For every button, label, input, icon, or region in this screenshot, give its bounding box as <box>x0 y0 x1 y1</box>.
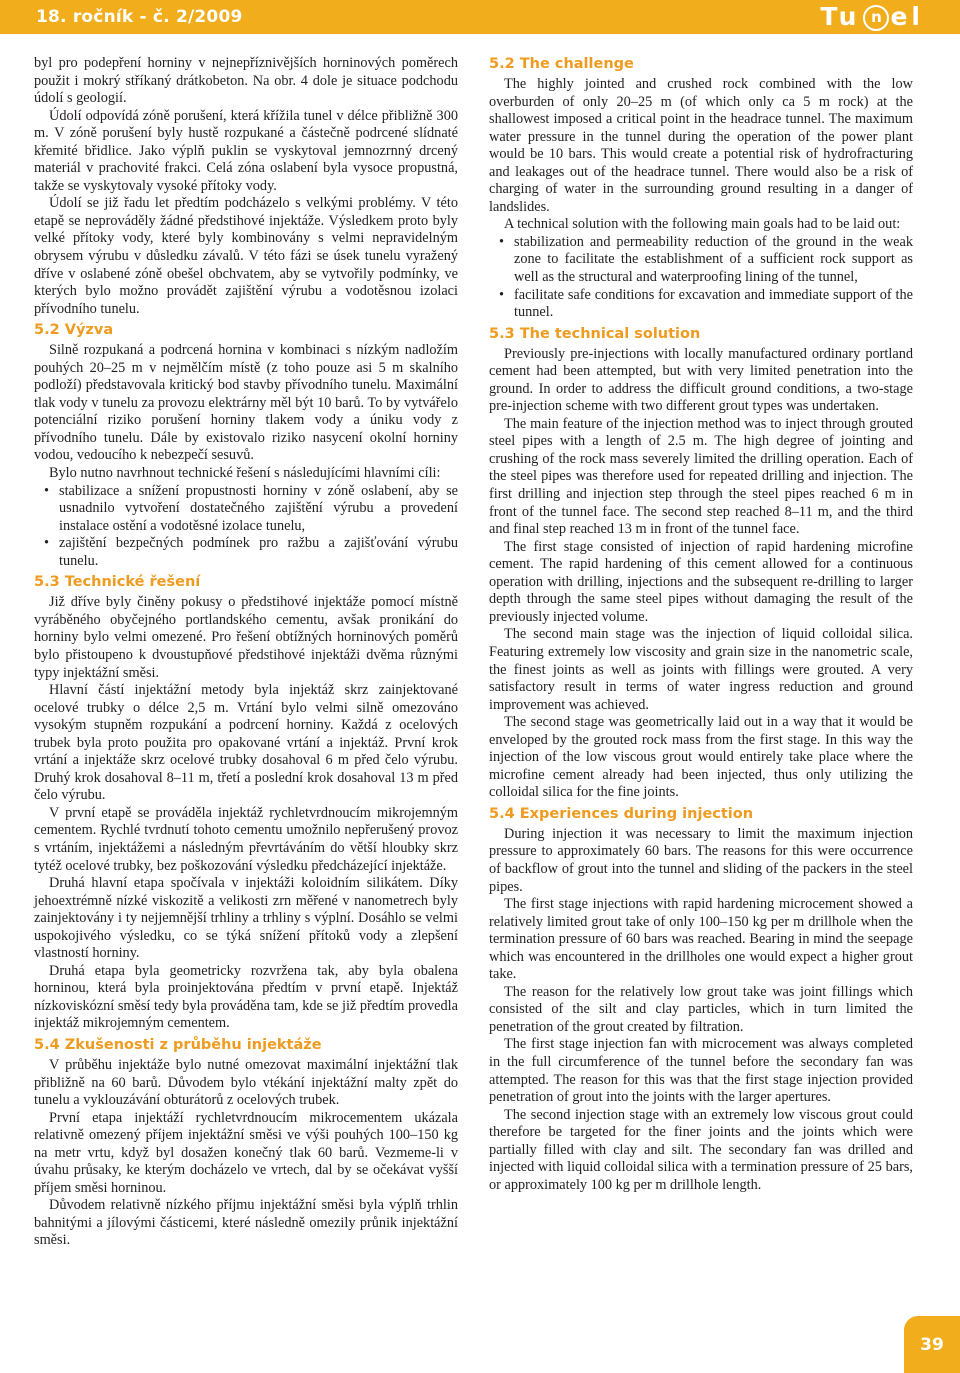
tunel-logo <box>820 2 924 31</box>
paragraph: During injection it was necessary to limit the maximum injection pressure to approximately 60 bars. The reasons for this were occurrence of backflow of grout into the tunnel and sliding of the packers in the steel pipes. <box>489 825 913 895</box>
paragraph: The second stage was geometrically laid out in a way that it would be enveloped by the grouted rock mass from the first stage. In this way the injection of the low viscous grout would entirely take place where the microfine cement already had been injected, thus only utilizing the colloidal silica for the fine joints. <box>489 714 913 801</box>
paragraph: The second main stage was the injection of liquid colloidal silica. Featuring extremely low viscosity and grain size in the nanometric scale, the finest joints as well as joints with fillings were grouted. A very satisfactory result in terms of water ingress reduction and ground improvement was achieved. <box>489 626 913 713</box>
paragraph: The second injection stage with an extremely low viscous grout could therefore be targeted for the finer joints and the joints which were partially filled with clay and silt. The secondary fan was drilled and injected with liquid colloidal silica with a termination pressure of 25 bars, or approximately 100 kg per m drillhole length. <box>489 1106 913 1193</box>
logo-text-right: el <box>890 2 924 31</box>
section-heading-5-3-cz: 5.3 Technické řešení <box>34 574 201 591</box>
paragraph: Hlavní částí injektážní metody byla injektáž skrz zainjektované ocelové trubky o délce 2,5 m. Vrtání bylo velmi silně omezováno vysokým stupněm rozpukání a podrcení horniny. Každá z ocelových trubek byla proto použita pro opakované vrtání a injektáž. První krok vrtání a injektáže skrz ocelové trubky dosahoval 6 m před čelo výrubu. Druhý krok dosahoval 8–11 m, třetí a poslední krok dosahoval 13 m před čelo výrubu. <box>34 682 458 804</box>
header-band <box>0 0 960 34</box>
paragraph: Již dříve byly činěny pokusy o předstihové injektáže pomocí místně vyráběného obyčejného portlandského cementu, avšak pronikání do horniny bylo velmi omezené. Pro řešení obtížných horninových poměrů bylo přistoupeno k dvoustupňové předstihové injektáži dvěma různými typy injektážní směsi. <box>34 594 458 681</box>
paragraph: Údolí se již řadu let předtím podcházelo s velkými problémy. V této etapě se neprováděly žádné předstihové injektáže. Výsledkem proto byly velké přítoky vody, které byly kombinovány s velmi nepravidelným obrysem výrubu v důsledku závalů. V této fázi se úsek tunelu vyražený dříve v oslabené zóně obešel obchvatem, aby se vytvořily podmínky, ve kterých bylo možno provádět zajištění výrubu a vodotěsnou izolaci přívodního tunelu. <box>34 195 458 317</box>
paragraph: První etapa injektáží rychletvrdnoucím mikrocementem ukázala relativně omezený příjem injektážní směsi ve výši pouhých 100–150 kg na metr vrtu, když byl dosažen konečný tlak 60 barů. Vezmeme-li v úvahu průsaky, ke kterým docházelo ve vrtech, dal by se očekávat vyšší příjem směsi horninou. <box>34 1109 458 1196</box>
list-item: • facilitate safe conditions for excavation and immediate support of the tunnel. <box>489 287 913 322</box>
paragraph: V průběhu injektáže bylo nutné omezovat maximální injektážní tlak přibližně na 60 barů. Důvodem bylo vtékání injektážní malty zpět do tunelu a vyklouzávání obturátorů z ocelových trubek. <box>34 1056 458 1109</box>
logo-text-left: Tu <box>820 2 861 31</box>
section-heading-5-4-en: 5.4 Experiences during injection <box>489 805 754 822</box>
paragraph: A technical solution with the following main goals had to be laid out: <box>504 216 901 233</box>
paragraph: Důvodem relativně nízkého příjmu injektážní směsi byla výplň trhlin bahnitými a jílovými částicemi, které následně omezily průnik injektážní směsi. <box>34 1197 458 1249</box>
section-heading-5-4-cz: 5.4 Zkušenosti z průběhu injektáže <box>34 1036 322 1053</box>
paragraph: The first stage consisted of injection of rapid hardening microfine cement. The rapid hardening of this cement allowed for a continuous operation with drilling, injections and the subsequent re-drilling to larger depth through the same steel pipes without damaging the result of the previously injected volume. <box>489 538 913 625</box>
page-number: 39 <box>920 1334 944 1355</box>
section-heading-5-2-cz: 5.2 Výzva <box>34 322 114 339</box>
list-item: • zajištění bezpečných podmínek pro ražbu a zajišťování výrubu tunelu. <box>34 535 458 570</box>
logo-circle-letter: n <box>863 5 889 31</box>
english-column <box>489 55 913 1194</box>
list-item: • stabilizace a snížení propustnosti horniny v zóně oslabení, aby se usnadnilo vytvoření dostatečného zajištění výrubu a provedení instalace ostění a vodotěsné izolace tunelu, <box>34 483 458 536</box>
list-item: • stabilization and permeability reduction of the ground in the weak zone to facilitate the establishment of a sufficient rock support as well as the structural and waterproofing lining of the tunnel, <box>489 234 913 287</box>
paragraph: The main feature of the injection method was to inject through grouted steel pipes with a length of 2.5 m. The high degree of jointing and crushing of the rock mass severely limited the drilling operation. Each of the steel pipes was therefore used for repeated drilling and injection. The first drilling and injection step through the steel pipes reached 6 m in front of the tunnel face. The second step reached 8–11 m, and the third and final step reached 13 m in front of the tunnel face. <box>489 415 913 538</box>
paragraph: byl pro podepření horniny v nejnepříznivějších horninových poměrech použit i mokrý stříkaný drátkobeton. Na obr. 4 dole je situace podchodu údolí s geologií. <box>34 55 458 107</box>
paragraph: Silně rozpukaná a podrcená hornina v kombinaci s nízkým nadložím pouhých 20–25 m v nejmělčím místě (z toho pouze asi 5 m skalního podloží) představovala kritický bod stavby přívodního tunelu. Maximální tlak vody v tunelu za provozu elektrárny měl být 10 barů. To by vytvářelo potenciální riziko porušení horniny tlakem vody a úniku vody z přívodního tunelu. Dále by existovalo riziko nasycení okolní horniny vodou, vedoucího k nebezpečí sesuvů. <box>34 342 458 464</box>
paragraph: The first stage injection fan with microcement was always completed in the full circumference of the tunnel before the secondary fan was attempted. The reason for this was that the first stage injection provided penetration of grout into the joints with the larger apertures. <box>489 1036 913 1106</box>
paragraph: The highly jointed and crushed rock combined with the low overburden of only 20–25 m (of which only ca 5 m rock) at the shallowest imposed a critical point in the headrace tunnel. The maximum water pressure in the tunnel during the operation of the power plant would be 10 bars. This would create a potential risk of hydrofracturing and leakages out of the headrace tunnel. There would also be a risk of charging of water in the surrounding ground resulting in a danger of landslides. <box>489 76 913 215</box>
section-heading-5-3-en: 5.3 The technical solution <box>489 325 701 342</box>
section-heading-5-2-en: 5.2 The challenge <box>489 56 634 72</box>
goals-list-cz <box>34 483 458 571</box>
paragraph: Previously pre-injections with locally manufactured ordinary portland cement had been attempted, but with very limited penetration into the ground. In order to address the difficult ground conditions, a two-stage pre-injection scheme with two different grout types was undertaken. <box>489 345 913 415</box>
paragraph: The first stage injections with rapid hardening microcement showed a relatively limited grout take of only 100–150 kg per m drillhole when the termination pressure of 60 bars was reached. Bearing in mind the seepage which was encountered in the drillholes one would expect a higher grout take. <box>489 896 913 983</box>
goals-list-en <box>489 234 913 322</box>
page-number-badge <box>904 1316 960 1373</box>
paragraph: Druhá hlavní etapa spočívala v injektáži koloidním silikátem. Díky jehoextrémně nízké viskozitě a velikosti zrn měřené v nanometrech byly zainjektovány i ty nejjemnější trhliny a trhliny s výplní. Dosáhlo se velmi uspokojivého výsledku, co se týká snížení přítoků vody a zlepšení vlastností horniny. <box>34 875 458 962</box>
paragraph: Údolí odpovídá zóně porušení, která křížila tunel v délce přibližně 300 m. V zóně porušení byly hustě rozpukané a částečně podrcené slídnaté křemité břidlice. Jako výplň puklin se vyskytoval jemnozrnný drcený materiál v prachovité frakci. Celá zóna oslabení byla vysoce propustná, takže se vyskytovaly vysoké přítoky vody. <box>34 107 458 194</box>
issue-label: 18. ročník - č. 2/2009 <box>36 7 243 27</box>
paragraph: V první etapě se prováděla injektáž rychletvrdnoucím mikrojemným cementem. Rychlé tvrdnutí tohoto cementu umožnilo nepřerušený provoz s vrtáním, injektážemi a následným převrtáváním do větší hloubky skrz tytéž ocelové trubky, bez poškozování výsledku předcházející injektáže. <box>34 804 458 874</box>
paragraph: Druhá etapa byla geometricky rozvržena tak, aby byla obalena horninou, která byla proinjektována předtím v první etapě. Injektáž nízkoviskózní směsí tedy byla prováděna tam, kde se již předtím provedla injektáž mikrojemným cementem. <box>34 962 458 1032</box>
paragraph: The reason for the relatively low grout take was joint fillings which consisted of the silt and clay particles, which in turn limited the penetration of the grout created by filtration. <box>489 983 913 1035</box>
paragraph: Bylo nutno navrhnout technické řešení s následujícími hlavními cíli: <box>49 465 441 482</box>
czech-column <box>34 55 458 1250</box>
